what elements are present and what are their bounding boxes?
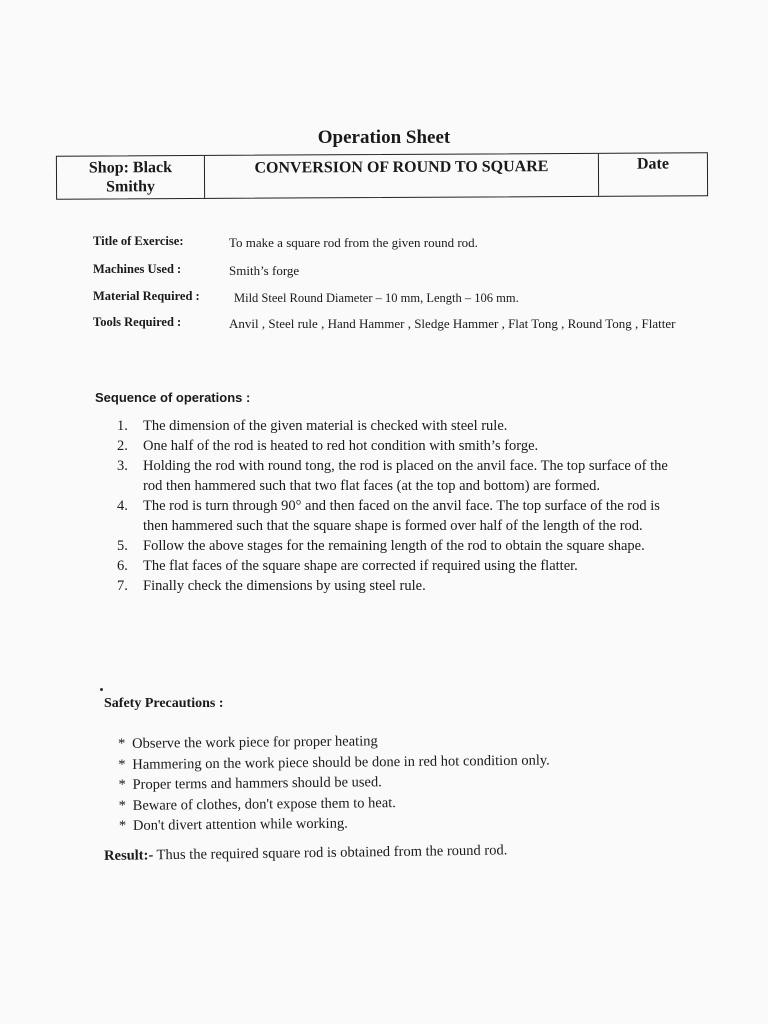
item-text: One half of the rod is heated to red hot condition with smith’s forge. [143,438,539,454]
list-item [117,576,687,596]
item-number: 1. [117,418,128,434]
list-item [117,416,687,436]
bullet-icon: * [118,735,126,752]
shop-cell [57,156,205,199]
safety-heading: Safety Precautions : [104,696,224,711]
info-value: To make a square rod from the given round rod. [229,235,478,250]
info-label: Material Required : [93,289,200,303]
bullet-icon: * [118,817,127,834]
item-text: Beware of clothes, don't expose them to heat. [132,794,396,814]
item-text: The rod is turn through 90° and then faced on the anvil face. The top surface of the rod is then hammered such that the square shape is formed over half of the length of the rod. [143,498,660,534]
item-number: 7. [117,578,128,594]
list-item [117,496,687,536]
date-cell: Date [636,155,669,173]
item-number: 2. [117,438,128,454]
item-text: Holding the rod with round tong, the rod is placed on the anvil face. The top surface of the rod then hammered such that two flat faces (at the top and bottom) are formed. [143,458,668,494]
shop-label: Shop: Black [88,159,173,177]
item-text: Don't divert attention while working. [132,815,348,834]
item-number: 3. [117,458,128,474]
bullet-icon: * [118,776,126,793]
item-text: The dimension of the given material is checked with steel rule. [143,418,508,434]
info-value: Anvil , Steel rule , Hand Hammer , Sledge Hammer , Flat Tong , Round Tong , Flatter [229,316,676,331]
ink-speck [100,688,103,691]
list-item [117,536,687,556]
info-label: Title of Exercise: [93,234,184,248]
item-number: 5. [117,538,128,554]
info-label: Tools Required : [93,315,182,329]
item-text: Proper terms and hammers should be used. [132,774,382,793]
list-item [117,456,687,496]
item-text: The flat faces of the square shape are corrected if required using the flatter. [143,558,578,574]
item-text: Observe the work piece for proper heating [132,733,378,752]
list-item [117,556,687,576]
conversion-cell: CONVERSION OF ROUND TO SQUARE [205,154,599,198]
safety-list [118,728,679,836]
item-text: Hammering on the work piece should be done in red hot condition only. [132,751,550,773]
result-text: Thus the required square rod is obtained from the round rod. [153,842,508,864]
info-value: Mild Steel Round Diameter – 10 mm, Length – 106 mm. [234,291,519,305]
result-line [104,842,507,865]
item-number: 4. [117,498,128,514]
sequence-heading: Sequence of operations : [95,390,251,405]
result-label: Result:- [104,847,154,864]
page-title: Operation Sheet [317,127,451,148]
shop-name: Smithy [106,178,156,196]
item-text: Finally check the dimensions by using steel rule. [143,578,426,594]
operations-list [117,416,687,596]
list-item [117,436,687,456]
info-label: Machines Used : [93,262,182,276]
header-table [56,152,708,199]
info-value: Smith’s forge [229,263,300,278]
bullet-icon: * [118,797,127,814]
item-text: Follow the above stages for the remaining length of the rod to obtain the square shape. [143,538,645,554]
item-number: 6. [117,558,128,574]
bullet-icon: * [118,756,126,773]
